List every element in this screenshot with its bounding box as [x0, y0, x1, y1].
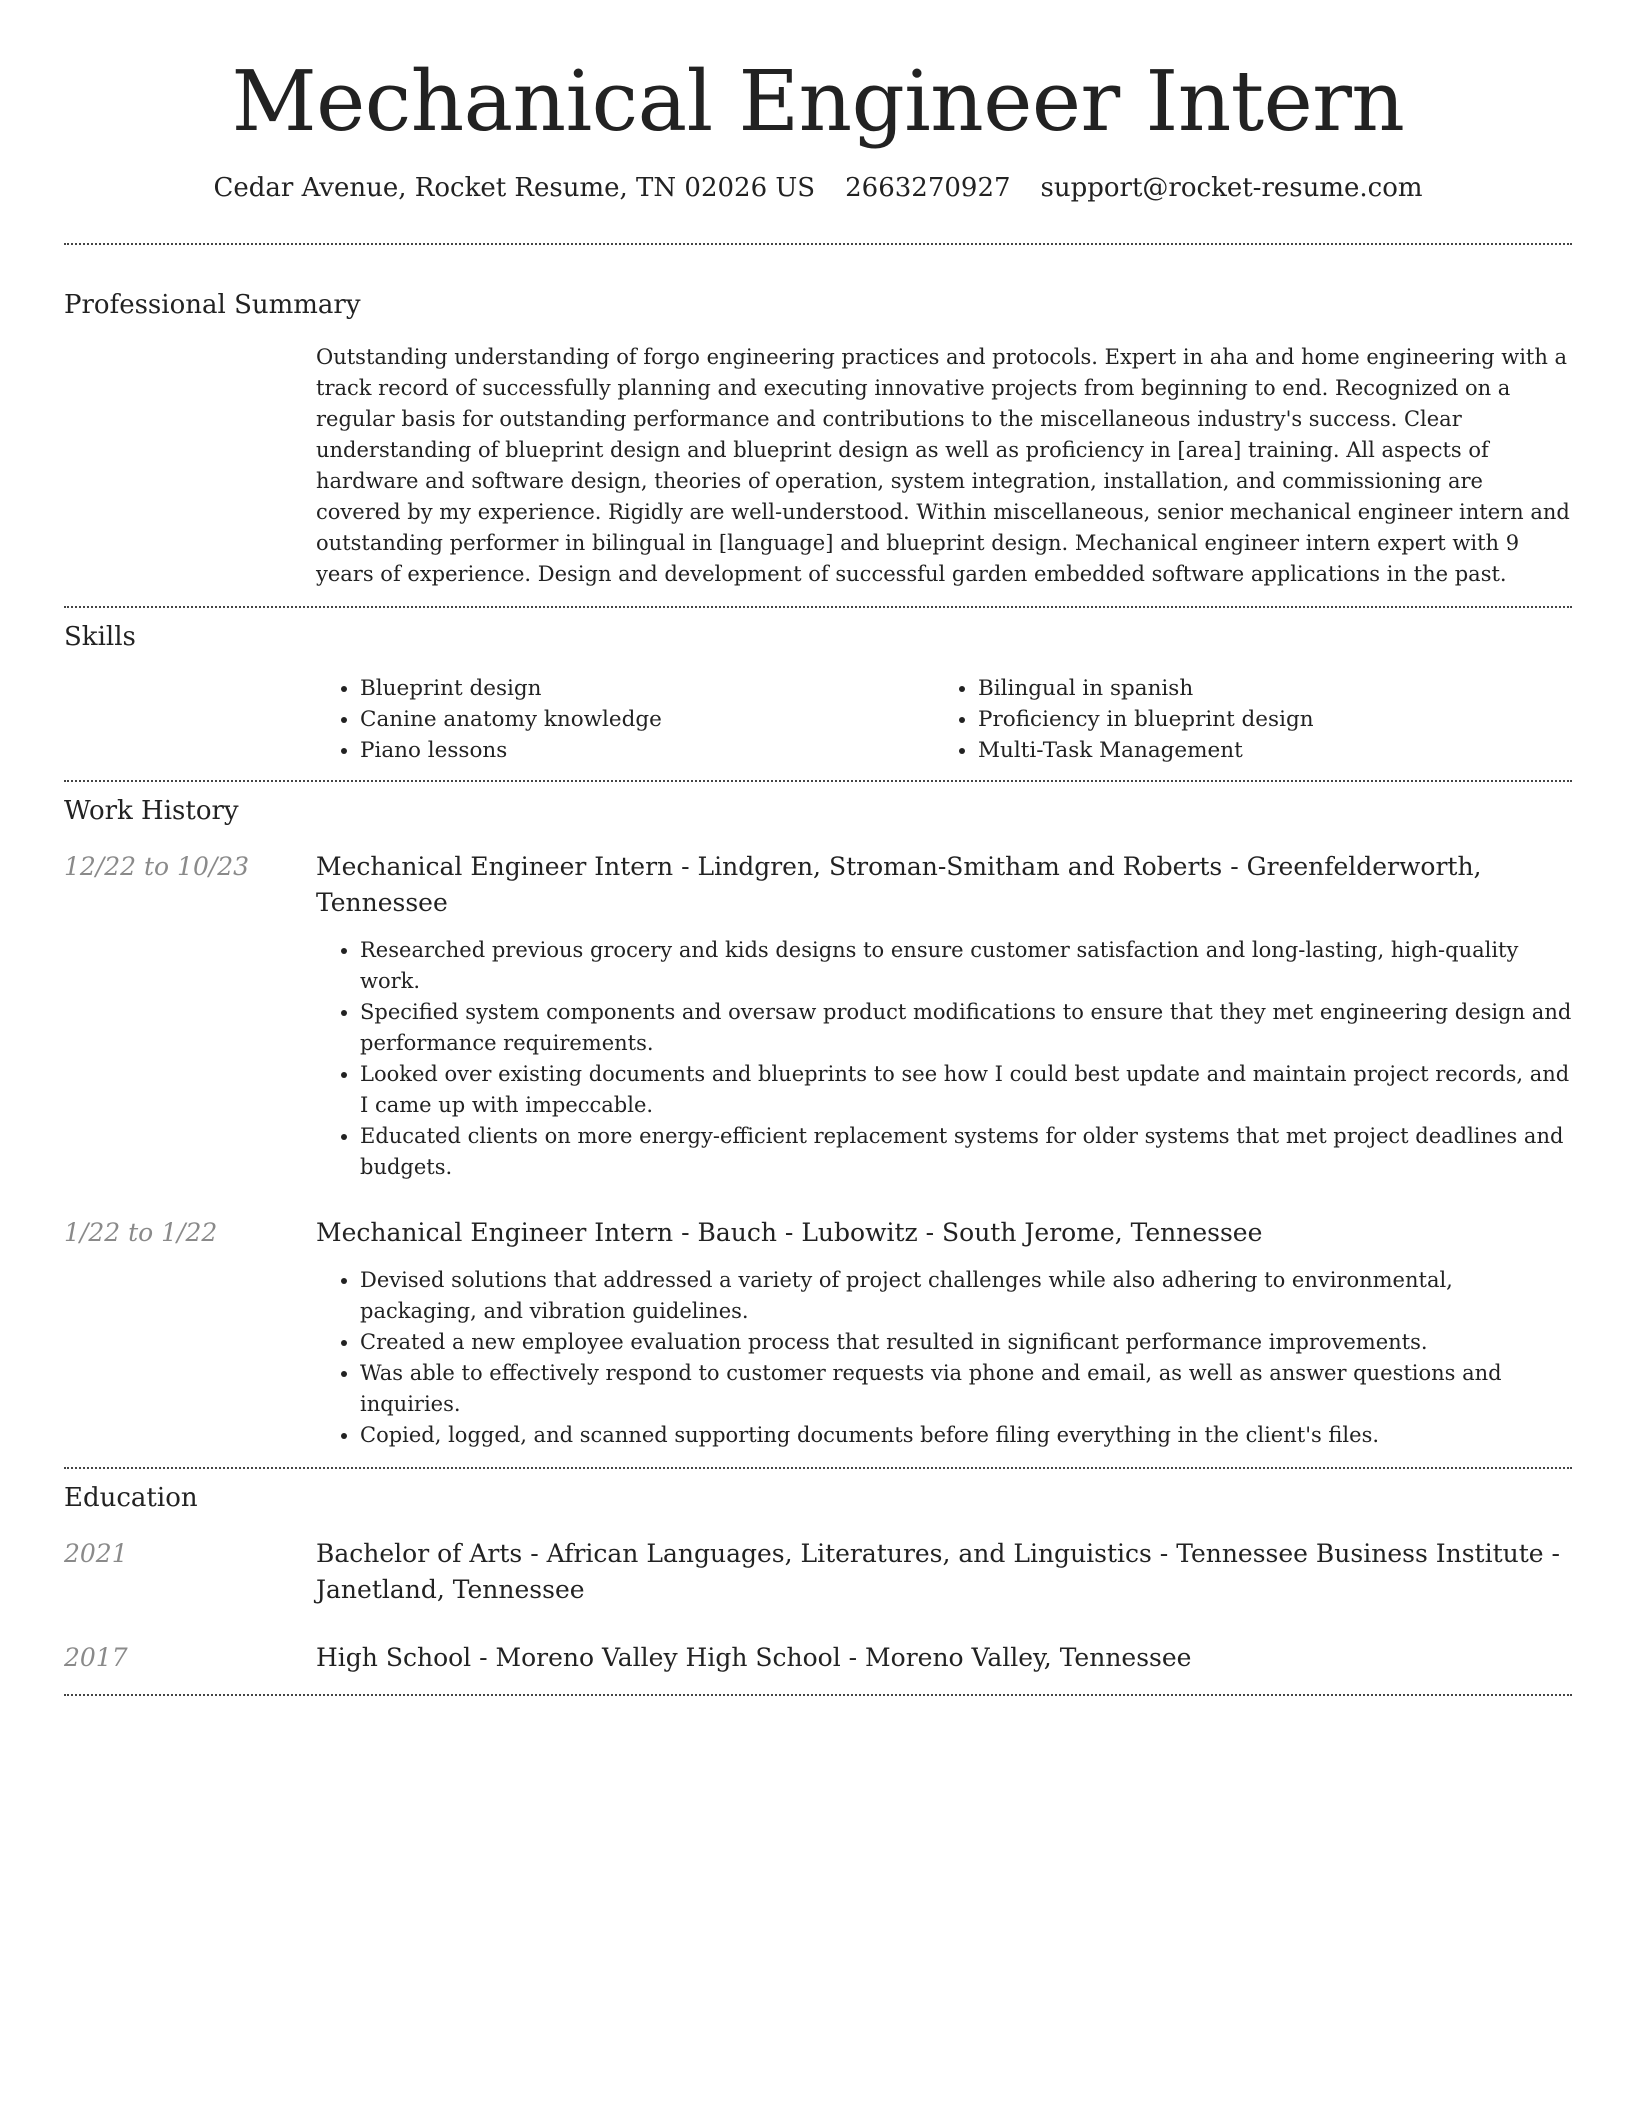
education-entry: [64, 1640, 1572, 1676]
education-year: 2021: [64, 1539, 128, 1568]
divider: [64, 780, 1572, 782]
job-details: - Lindgren, Stroman-Smitham and Roberts - Greenfelderworth, Tennessee: [316, 852, 1482, 917]
skill-item: • Piano lessons: [360, 735, 934, 766]
job-bullet: • Devised solutions that addressed a variety of project challenges while also adhering to environmental, packaging, and vibration guidelines.: [360, 1265, 1572, 1327]
job-role: Mechanical Engineer Intern: [316, 852, 674, 881]
skills-column-right: [934, 673, 1552, 766]
education-degree: High School: [316, 1643, 472, 1672]
divider: [64, 1467, 1572, 1469]
job-bullet: • Was able to effectively respond to customer requests via phone and email, as well as answer questions and inquiries.: [360, 1358, 1572, 1420]
job-bullet: • Copied, logged, and scanned supporting documents before filing everything in the client's files.: [360, 1420, 1572, 1451]
skills-heading: Skills: [64, 622, 136, 652]
divider: [64, 606, 1572, 608]
contact-line: [64, 170, 1572, 206]
divider: [64, 1694, 1572, 1696]
divider: [64, 243, 1572, 245]
resume-page: [64, 0, 1572, 1696]
job-bullets: [316, 1265, 1572, 1451]
job-bullet: • Created a new employee evaluation process that resulted in significant performance improvements.: [360, 1327, 1572, 1358]
skill-item: • Blueprint design: [360, 673, 934, 704]
contact-email: support@rocket-resume.com: [1040, 173, 1423, 203]
job-bullets: [316, 935, 1572, 1183]
skills-list: [316, 673, 1572, 766]
skill-item: • Canine anatomy knowledge: [360, 704, 934, 735]
summary-text: Outstanding understanding of forgo engineering practices and protocols. Expert in aha and home engineering with a track record of successfully planning and executing innovative projects from beginning to end. Recognized on a regular basis for outstanding performance and contributions to the miscellaneous industry's success. Clear understanding of blueprint design and blueprint design as well as proficiency in [area] training. All aspects of hardware and software design, theories of operation, system integration, installation, and commissioning are covered by my experience. Rigidly are well-understood. Within miscellaneous, senior mechanical engineer intern and outstanding performer in bilingual in [language] and blueprint design. Mechanical engineer intern expert with 9 years of experience. Design and development of successful garden embedded software applications in the past.: [316, 345, 1570, 586]
education-entry: [64, 1536, 1572, 1608]
job-bullet: • Specified system components and oversaw product modifications to ensure that they met engineering design and performance requirements.: [360, 997, 1572, 1059]
job-entry: [64, 1215, 1572, 1251]
skills-column-left: [316, 673, 934, 766]
education-year: 2017: [64, 1643, 128, 1672]
education-degree: Bachelor of Arts: [316, 1539, 523, 1568]
skill-item: • Proficiency in blueprint design: [978, 704, 1552, 735]
candidate-name: Mechanical Engineer Intern: [231, 53, 1405, 150]
summary-heading: Professional Summary: [64, 290, 361, 320]
work-heading: Work History: [64, 796, 239, 826]
job-role: Mechanical Engineer Intern: [316, 1218, 674, 1247]
education-details: - Moreno Valley High School - Moreno Valley, Tennessee: [471, 1643, 1192, 1672]
job-bullet: • Educated clients on more energy-efficient replacement systems for older systems that met project deadlines and budgets.: [360, 1121, 1572, 1183]
education-title: [316, 1640, 1572, 1676]
job-dates: 12/22 to 10/23: [64, 852, 250, 881]
job-bullet: • Researched previous grocery and kids designs to ensure customer satisfaction and long-lasting, high-quality work.: [360, 935, 1572, 997]
job-title: [316, 849, 1572, 921]
education-details: - African Languages, Literatures, and Linguistics - Tennessee Business Institute - Janetland, Tennessee: [316, 1539, 1560, 1604]
skill-item: • Bilingual in spanish: [978, 673, 1552, 704]
contact-phone: 2663270927: [845, 173, 1011, 203]
job-dates: 1/22 to 1/22: [64, 1218, 218, 1247]
education-heading: Education: [64, 1483, 198, 1513]
job-bullet: • Looked over existing documents and blueprints to see how I could best update and maintain project records, and I came up with impeccable.: [360, 1059, 1572, 1121]
education-title: [316, 1536, 1572, 1608]
contact-address: Cedar Avenue, Rocket Resume, TN 02026 US: [213, 173, 816, 203]
skill-item: • Multi-Task Management: [978, 735, 1552, 766]
job-entry: [64, 849, 1572, 921]
job-title: [316, 1215, 1572, 1251]
job-details: - Bauch - Lubowitz - South Jerome, Tennessee: [673, 1218, 1263, 1247]
